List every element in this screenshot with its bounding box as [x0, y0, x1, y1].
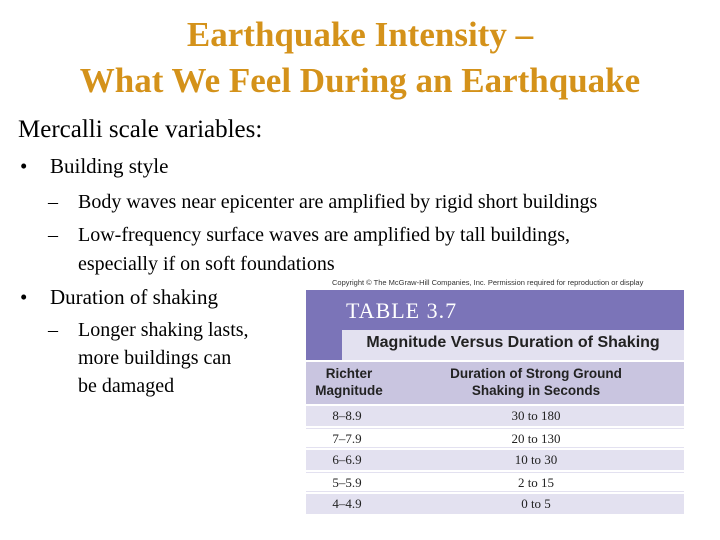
table-row [306, 472, 684, 492]
table-body [306, 406, 684, 516]
sub-dash: – [48, 319, 58, 341]
header-line: Shaking in Seconds [471, 383, 601, 398]
header-line: Magnitude [315, 383, 383, 398]
title-line-1: Earthquake Intensity – [186, 15, 534, 54]
table-figure [306, 290, 684, 520]
subheading-text: Mercalli scale variables [18, 116, 256, 143]
slide-title [0, 12, 720, 104]
title-line-2: What We Feel During an Earthquake [79, 61, 641, 100]
header-line: Duration of Strong Ground [450, 366, 622, 381]
sub-text-continued: be damaged [78, 375, 175, 397]
copyright-notice: Copyright © The McGraw-Hill Companies, Inc. Permission required for reproduction or display [332, 278, 644, 287]
sub-text: Low-frequency surface waves are amplified by tall buildings, [78, 224, 571, 246]
table-header-row [306, 362, 684, 404]
cell-duration: 0 to 5 [521, 496, 551, 511]
table-accent-strip [306, 330, 342, 360]
table-label-bar [306, 290, 684, 330]
bullet-label: Duration of shaking [50, 285, 218, 309]
cell-magnitude: 5–5.9 [332, 475, 362, 490]
subheading [18, 114, 262, 146]
cell-duration: 20 to 130 [511, 431, 561, 446]
table-row [306, 406, 684, 426]
bullet-label: Building style [50, 154, 169, 178]
header-richter-magnitude [310, 365, 388, 399]
cell-magnitude: 8–8.9 [332, 408, 362, 423]
table-row [306, 428, 684, 448]
sub-dash: – [48, 224, 58, 246]
cell-magnitude: 4–4.9 [332, 496, 362, 511]
sub-text-continued: more buildings can [78, 347, 232, 369]
header-duration [406, 365, 666, 399]
cell-magnitude: 6–6.9 [332, 452, 362, 467]
sub-text-continued: especially if on soft foundations [78, 253, 335, 275]
table-row [306, 494, 684, 514]
cell-magnitude: 7–7.9 [332, 431, 362, 446]
table-row [306, 450, 684, 470]
bullet-dot: • [20, 285, 28, 309]
sub-dash: – [48, 191, 58, 213]
subheading-colon: : [255, 116, 263, 143]
bullet-dot: • [20, 154, 28, 178]
table-label: TABLE 3.7 [346, 298, 458, 323]
header-line: Richter [325, 366, 373, 381]
table-caption: Magnitude Versus Duration of Shaking [366, 334, 660, 351]
cell-duration: 2 to 15 [517, 475, 555, 490]
sub-text: Body waves near epicenter are amplified by rigid short buildings [78, 191, 598, 213]
sub-text: Longer shaking lasts, [78, 319, 249, 341]
table-caption-bar [342, 330, 684, 360]
cell-duration: 30 to 180 [511, 408, 561, 423]
cell-duration: 10 to 30 [514, 452, 558, 467]
